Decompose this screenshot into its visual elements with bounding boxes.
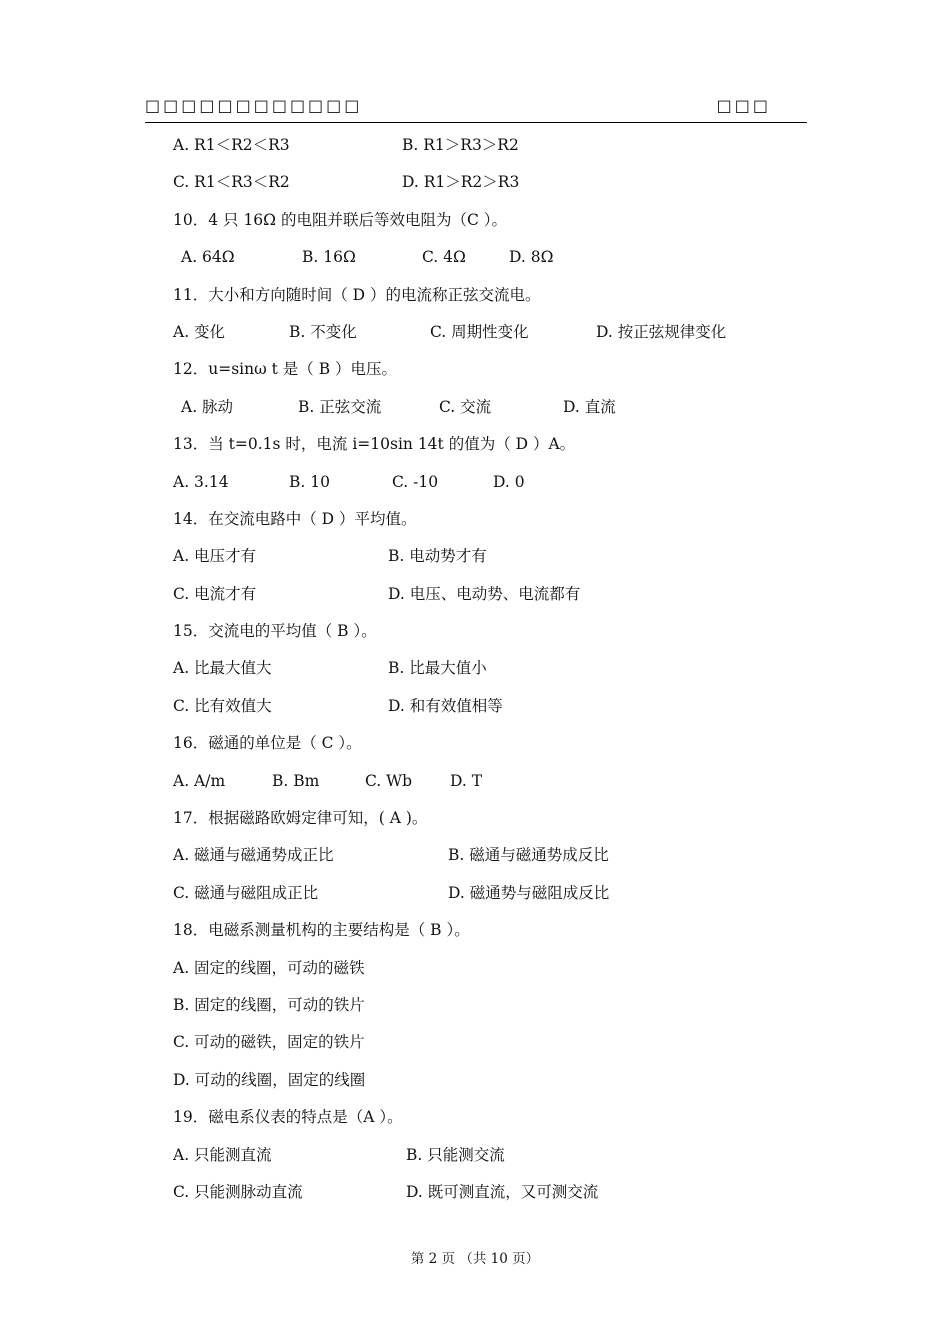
text-segment: C. Wb (365, 771, 413, 790)
text-segment: C. 比有效值大 (173, 696, 272, 715)
text-segment: 15．交流电的平均值（ B ）。 (173, 622, 377, 641)
text-line (173, 994, 793, 1031)
text-line (173, 1069, 793, 1106)
text-segment: C. R1＜R3＜R2 (173, 173, 290, 192)
page-header (145, 96, 807, 122)
text-line (173, 844, 793, 881)
text-line (173, 545, 793, 582)
text-line (173, 695, 793, 732)
text-segment: C. -10 (392, 472, 439, 491)
text-segment: A. R1＜R2＜R3 (173, 136, 290, 154)
text-line (173, 1144, 793, 1181)
text-segment: B. Bm (272, 771, 320, 790)
text-line (173, 1181, 793, 1218)
text-segment: A. 3.14 (173, 472, 229, 491)
text-segment: 18．电磁系测量机构的主要结构是（ B ）。 (173, 921, 470, 940)
text-segment: B. 磁通与磁通势成反比 (448, 846, 609, 865)
text-segment: A. 脉动 (181, 397, 234, 416)
text-segment: D. 按正弦规律变化 (596, 322, 727, 341)
text-line (173, 396, 793, 433)
text-segment: 13．当 t=0.1s 时，电流 i=10sin 14t 的值为（ D ）A。 (173, 435, 576, 454)
text-line (173, 957, 793, 994)
text-segment: A. 比最大值大 (173, 659, 272, 678)
text-line (173, 358, 793, 395)
text-line (173, 209, 793, 246)
text-segment: D. 和有效值相等 (388, 696, 503, 715)
text-segment: A. 64Ω (181, 248, 235, 267)
text-segment: 14．在交流电路中（ D ）平均值。 (173, 509, 417, 528)
text-segment: D. 直流 (563, 397, 616, 416)
text-segment: B. 不变化 (289, 322, 357, 341)
text-segment: 17．根据磁路欧姆定律可知，( A )。 (173, 809, 428, 828)
text-segment: B. R1＞R3＞R2 (402, 136, 519, 154)
text-segment: 16．磁通的单位是（ C ）。 (173, 734, 362, 753)
text-line (173, 284, 793, 321)
text-segment: A. 磁通与磁通势成正比 (173, 846, 334, 865)
page-footer: 第 2 页 （共 10 页） (410, 1251, 540, 1267)
text-segment: D. T (450, 771, 483, 790)
text-segment: D. 磁通势与磁阻成反比 (448, 883, 610, 902)
text-segment: D. R1＞R2＞R3 (402, 173, 520, 192)
text-segment: B. 电动势才有 (388, 547, 487, 566)
text-segment: C. 只能测脉动直流 (173, 1182, 303, 1201)
text-segment: B. 正弦交流 (298, 397, 382, 416)
text-line (173, 620, 793, 657)
text-line (173, 657, 793, 694)
text-segment: 19．磁电系仪表的特点是（A ）。 (173, 1108, 403, 1127)
text-line (173, 321, 793, 358)
text-segment: C. 4Ω (422, 248, 466, 267)
text-line (173, 433, 793, 470)
text-segment: D. 可动的线圈，固定的线圈 (173, 1070, 366, 1089)
text-segment: C. 磁通与磁阻成正比 (173, 883, 319, 902)
text-segment: B. 16Ω (302, 248, 356, 267)
text-segment: D. 既可测直流，又可测交流 (406, 1182, 599, 1201)
text-segment: 12．u=sinω t 是（ B ）电压。 (173, 360, 398, 379)
text-line (173, 1031, 793, 1068)
text-line (173, 471, 793, 508)
text-segment: 11．大小和方向随时间（ D ）的电流称正弦交流电。 (173, 285, 541, 304)
text-line (173, 171, 793, 208)
header-rule (145, 122, 807, 123)
text-line (173, 807, 793, 844)
text-line (173, 583, 793, 620)
text-segment: 10．4 只 16Ω 的电阻并联后等效电阻为（C ）。 (173, 210, 507, 229)
text-line (173, 134, 793, 171)
header-label: □□□ (716, 96, 771, 115)
text-segment: D. 电压、电动势、电流都有 (388, 584, 581, 603)
text-line (173, 770, 793, 807)
text-segment: A. 只能测直流 (173, 1145, 272, 1164)
text-segment: B. 固定的线圈，可动的铁片 (173, 995, 365, 1014)
text-line (173, 919, 793, 956)
text-segment: C. 周期性变化 (430, 322, 529, 341)
text-segment: A. 变化 (173, 322, 226, 341)
text-segment: C. 交流 (439, 397, 492, 416)
text-segment: D. 8Ω (509, 248, 554, 267)
text-line (173, 246, 793, 283)
question-body (173, 134, 793, 1218)
text-segment: C. 可动的磁铁，固定的铁片 (173, 1033, 365, 1052)
text-segment: B. 只能测交流 (406, 1145, 505, 1164)
text-segment: A. A/m (173, 771, 226, 790)
text-line (173, 732, 793, 769)
header-title: □□□□□□□□□□□□ (145, 96, 363, 115)
text-segment: B. 比最大值小 (388, 659, 487, 678)
text-segment: D. 0 (493, 472, 525, 491)
text-segment: A. 电压才有 (173, 547, 257, 566)
text-segment: B. 10 (289, 472, 330, 491)
text-line (173, 882, 793, 919)
text-line (173, 1106, 793, 1143)
text-line (173, 508, 793, 545)
text-segment: C. 电流才有 (173, 584, 257, 603)
text-segment: A. 固定的线圈，可动的磁铁 (173, 958, 365, 977)
